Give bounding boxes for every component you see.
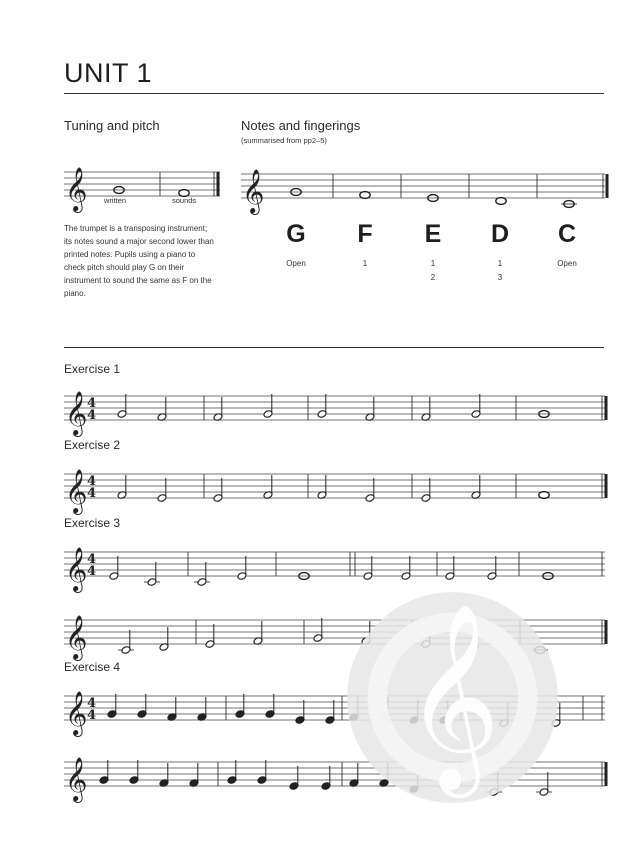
note-f — [159, 763, 169, 787]
fingering-c — [537, 257, 597, 271]
fingering-e — [403, 257, 463, 285]
note-g — [263, 394, 273, 418]
time-signature-bottom: 4 — [87, 708, 97, 723]
time-signature-top: 4 — [87, 474, 97, 489]
note-c — [118, 630, 134, 654]
note-g — [129, 760, 139, 784]
exercise-2-label: Exercise 2 — [64, 438, 121, 452]
note-e — [157, 478, 167, 502]
fingering-g — [266, 257, 326, 271]
treble-clef-icon: 𝄞 — [65, 469, 88, 513]
note-e — [445, 556, 455, 580]
note-f — [189, 763, 199, 787]
note-g — [227, 760, 237, 784]
notes-heading: Notes and fingerings — [241, 118, 361, 133]
svg-text:𝄞: 𝄞 — [404, 602, 501, 791]
note-d — [159, 627, 169, 651]
note-f — [157, 397, 167, 421]
note-e — [321, 766, 331, 790]
tuning-staff — [64, 160, 224, 210]
written-caption: written — [104, 196, 127, 205]
note-name-d: D — [490, 220, 510, 248]
exercise-1-staff — [64, 384, 609, 434]
note-head — [360, 192, 370, 199]
note-e — [421, 478, 431, 502]
note-c — [194, 562, 210, 586]
note-f — [213, 397, 223, 421]
note-f — [539, 492, 549, 499]
fingering-d-2: 3 — [497, 273, 503, 282]
note-f — [421, 397, 431, 421]
note-f — [365, 397, 375, 421]
note-f — [253, 621, 263, 645]
time-signature-bottom: 4 — [87, 408, 97, 423]
note-e — [401, 556, 411, 580]
note-e — [237, 556, 247, 580]
time-signature-top: 4 — [87, 696, 97, 711]
final-bar-line — [605, 474, 608, 498]
notes-subheading: (summarised from pp2–5) — [241, 136, 327, 145]
note-g — [313, 618, 323, 642]
note-name-f: F — [357, 220, 373, 248]
treble-clef-icon: 𝄞 — [65, 547, 88, 591]
final-bar-line — [605, 396, 608, 420]
note-f — [471, 475, 481, 499]
note-f — [317, 475, 327, 499]
note-f — [360, 192, 370, 199]
note-e — [363, 556, 373, 580]
exercise-3-staff-line-1 — [64, 540, 609, 590]
fingering-c-1: Open — [557, 259, 577, 268]
note-g — [317, 394, 327, 418]
note-head — [539, 492, 549, 499]
note-e — [365, 478, 375, 502]
fingering-d — [470, 257, 530, 285]
note-e — [295, 700, 305, 724]
note-d — [496, 198, 506, 205]
note-g — [257, 760, 267, 784]
final-bar-line — [606, 174, 609, 198]
note-e — [109, 556, 119, 580]
time-signature-bottom: 4 — [87, 486, 97, 501]
note-name-e: E — [424, 220, 442, 248]
note-g — [235, 694, 245, 718]
exercise-1-label: Exercise 1 — [64, 362, 121, 376]
fingering-e-2: 2 — [430, 273, 436, 282]
note-g — [265, 694, 275, 718]
tuning-description: The trumpet is a transposing instrument; its notes sound a major second lower than printed notes. Pupils using a piano to check pitch should play G on their instrument to sound the same as F on the piano. — [64, 224, 214, 298]
note-e — [325, 700, 335, 724]
note-c — [561, 201, 577, 208]
watermark-treble-clef-icon — [345, 590, 560, 805]
note-g — [137, 694, 147, 718]
fingering-g-1: Open — [286, 259, 306, 268]
sounds-caption: sounds — [172, 196, 197, 205]
note-e — [487, 556, 497, 580]
note-f — [117, 475, 127, 499]
note-f — [197, 697, 207, 721]
tuning-heading: Tuning and pitch — [64, 118, 160, 133]
note-g — [107, 694, 117, 718]
title-rule — [64, 93, 604, 94]
treble-clef-icon: 𝄞 — [65, 167, 88, 211]
exercise-2-staff — [64, 462, 609, 512]
note-g — [99, 760, 109, 784]
section-rule — [64, 347, 604, 348]
time-signature-bottom: 4 — [87, 564, 97, 579]
note-f — [167, 697, 177, 721]
note-e — [213, 478, 223, 502]
final-bar-line — [217, 172, 220, 196]
fingering-e-1: 1 — [430, 259, 436, 268]
note-name-c: C — [557, 220, 577, 248]
treble-clef-icon: 𝄞 — [242, 169, 265, 213]
note-f — [263, 475, 273, 499]
fingering-d-1: 1 — [497, 259, 503, 268]
note-head — [496, 198, 506, 205]
treble-clef-icon: 𝄞 — [65, 691, 88, 735]
fingerings-staff — [241, 162, 611, 212]
time-signature-top: 4 — [87, 552, 97, 567]
note-c — [144, 562, 160, 586]
page-title: UNIT 1 — [64, 58, 153, 88]
exercise-3-label: Exercise 3 — [64, 516, 121, 530]
exercise-4-label: Exercise 4 — [64, 660, 121, 674]
note-e — [289, 766, 299, 790]
time-signature-top: 4 — [87, 396, 97, 411]
final-bar-line — [605, 762, 608, 786]
note-g — [471, 394, 481, 418]
treble-clef-icon: 𝄞 — [65, 391, 88, 435]
final-bar-line — [605, 620, 608, 644]
fingering-f-1: 1 — [362, 259, 368, 268]
treble-clef-icon: 𝄞 — [65, 615, 88, 659]
note-name-g: G — [286, 220, 306, 248]
treble-clef-icon: 𝄞 — [65, 757, 88, 801]
note-e — [205, 624, 215, 648]
note-g — [117, 394, 127, 418]
fingering-f — [335, 257, 395, 271]
